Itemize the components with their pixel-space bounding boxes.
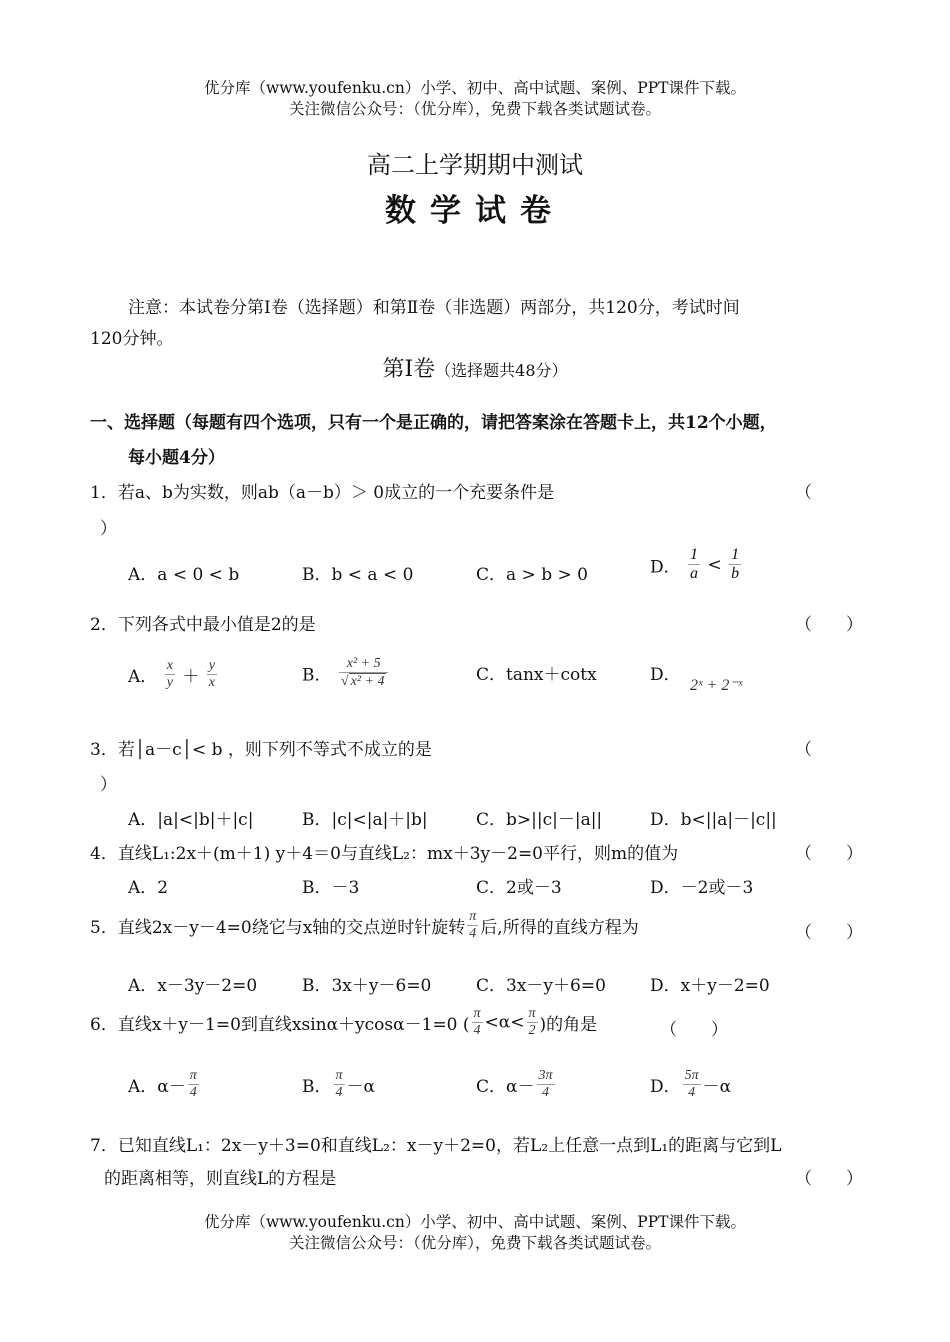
- q1-paren-open: （: [795, 483, 812, 503]
- q2-b-frac: [339, 656, 389, 690]
- q4-option-b: B．－3: [302, 878, 360, 898]
- header-line-2: 关注微信公众号：（优分库），免费下载各类试题试卷。: [288, 100, 661, 118]
- q2-a-frac-2: [207, 658, 217, 691]
- exam-subtitle: 数学试卷: [385, 193, 565, 229]
- q6-frac-1-den: 4: [473, 1023, 481, 1039]
- q6-option-b: [302, 1068, 375, 1101]
- q6-c-frac: [537, 1068, 555, 1101]
- section1-line-1: 一、选择题（每题有四个选项，只有一个是正确的，请把答案涂在答题卡上，共12个小题，: [90, 413, 777, 433]
- q1-d-frac-2: [729, 546, 741, 584]
- q1-option-c: C．a > b > 0: [476, 565, 588, 585]
- q6-option-a: [128, 1068, 201, 1101]
- q1-d-den-1: a: [690, 565, 699, 583]
- q2-a-num-2: y: [207, 658, 217, 675]
- q4-paren: （ ）: [795, 844, 863, 864]
- q6-d-post: －α: [702, 1077, 732, 1098]
- q6-d-label: D．: [650, 1077, 681, 1098]
- q1-paren-close: ）: [100, 519, 117, 539]
- q6-frac-2: [527, 1006, 538, 1039]
- q6-frac-2-num: π: [527, 1006, 538, 1023]
- q1-option-b: B．b < a < 0: [302, 565, 414, 585]
- q5-stem-post: 后,所得的直线方程为: [480, 918, 639, 939]
- q6-frac-1: [472, 1006, 483, 1039]
- q5-frac: [467, 909, 478, 942]
- q6-a-num: π: [188, 1068, 199, 1085]
- q1-option-a: A．a < 0 < b: [128, 565, 240, 585]
- q1-d-num-1: 1: [688, 546, 700, 565]
- q2-option-d-expr: 2ˣ + 2⁻ˣ: [690, 677, 743, 694]
- q2-b-label: B．: [302, 665, 332, 686]
- q2-option-b: [302, 656, 390, 690]
- q6-a-frac: [188, 1068, 199, 1101]
- q4-option-d: D．－2或－3: [650, 878, 754, 898]
- section1-line-2: 每小题4分）: [128, 448, 225, 468]
- q1-d-label: D．: [650, 557, 681, 578]
- notice-line-2: 120分钟。: [90, 329, 174, 349]
- notice-line-1: 注意：本试卷分第Ⅰ卷（选择题）和第Ⅱ卷（非选题）两部分，共120分，考试时间: [128, 298, 740, 318]
- q6-b-den: 4: [335, 1085, 343, 1101]
- q6-paren: （ ）: [660, 1020, 728, 1040]
- q2-option-c: C．tanx＋cotx: [476, 665, 597, 685]
- q6-d-num: 5π: [683, 1068, 701, 1085]
- q6-stem-pre: 6．直线x＋y－1=0到直线xsinα＋ycosα－1=0 (: [90, 1015, 470, 1036]
- q5-option-d: D．x＋y－2=0: [650, 976, 770, 996]
- part1-heading: [0, 352, 950, 383]
- q5-option-c: C．3x－y＋6=0: [476, 976, 606, 996]
- q3-paren-open: （: [795, 740, 812, 760]
- q5-option-b: B．3x＋y－6=0: [302, 976, 432, 996]
- q6-b-label: B．: [302, 1077, 332, 1098]
- q2-a-den-1: y: [166, 675, 173, 691]
- q3-option-b: B．|c|<|a|＋|b|: [302, 810, 428, 830]
- q1-d-frac-1: [688, 546, 700, 584]
- q4-stem: 4．直线L₁:2x＋(m＋1) y＋4＝0与直线L₂：mx＋3y－2=0平行，则m的值为: [90, 844, 679, 864]
- q2-b-den-wrap: √ x² + 4: [340, 674, 385, 690]
- q6-b-num: π: [334, 1068, 345, 1085]
- q7-paren: （ ）: [795, 1169, 863, 1189]
- q2-paren: （ ）: [795, 615, 863, 635]
- q4-option-c: C．2或－3: [476, 878, 562, 898]
- q2-a-num-1: x: [165, 658, 175, 675]
- q3-option-c: C．b>||c|－|a||: [476, 810, 603, 830]
- q2-a-label: A．: [128, 667, 158, 688]
- q5-stem: [90, 909, 639, 942]
- q3-option-d: D．b<||a|－|c||: [650, 810, 777, 830]
- q6-c-den: 4: [542, 1085, 549, 1101]
- q1-stem: 1．若a、b为实数，则ab（a－b）＞ 0成立的一个充要条件是: [90, 483, 555, 503]
- q6-a-label: A．α－: [128, 1077, 186, 1098]
- q2-b-num: x² + 5: [339, 656, 389, 673]
- q6-d-frac: [683, 1068, 701, 1101]
- exam-title: 高二上学期期中测试: [367, 151, 583, 179]
- q5-option-a: A．x－3y－2=0: [128, 976, 258, 996]
- part1-note: （选择题共48分）: [435, 361, 568, 380]
- q2-option-a: [128, 658, 219, 691]
- q5-stem-pre: 5．直线2x－y－4=0绕它与x轴的交点逆时针旋转: [90, 918, 466, 939]
- q6-c-num: 3π: [537, 1068, 555, 1085]
- q7-line-1: 7．已知直线L₁：2x－y＋3=0和直线L₂：x－y＋2=0，若L₂上任意一点到L₁的距离与它到L: [90, 1136, 782, 1156]
- q5-paren: （ ）: [795, 923, 863, 943]
- q2-a-frac-1: [165, 658, 175, 691]
- footer-line-1: 优分库（www.youfenku.cn）小学、初中、高中试题、案例、PPT课件下载。: [203, 1213, 747, 1231]
- footer-line-2: 关注微信公众号：（优分库），免费下载各类试题试卷。: [288, 1234, 661, 1252]
- q6-frac-2-den: 2: [528, 1023, 536, 1039]
- part1-title: 第Ⅰ卷: [382, 357, 436, 382]
- q3-paren-close: ）: [100, 775, 117, 795]
- q5-frac-den: 4: [469, 926, 477, 942]
- q6-b-post: －α: [346, 1077, 375, 1098]
- q6-c-label: C．α－: [476, 1077, 535, 1098]
- q6-mid: <α<: [484, 1012, 525, 1033]
- q3-option-a: A．|a|<|b|＋|c|: [128, 810, 254, 830]
- q2-a-den-2: x: [208, 675, 215, 691]
- q3-stem: 3．若│a－c│< b ，则下列不等式不成立的是: [90, 740, 432, 760]
- q6-stem-post: )的角是: [539, 1015, 598, 1036]
- q5-frac-num: π: [467, 909, 478, 926]
- q6-b-frac: [334, 1068, 345, 1101]
- q1-d-lt: <: [707, 554, 722, 575]
- q1-option-d: [650, 546, 743, 584]
- q6-stem: [90, 1006, 597, 1039]
- q6-frac-1-num: π: [472, 1006, 483, 1023]
- q2-option-d-label: D．: [650, 665, 681, 685]
- q6-a-den: 4: [189, 1085, 197, 1101]
- q4-option-a: A．2: [128, 878, 169, 898]
- q2-stem: 2．下列各式中最小值是2的是: [90, 615, 316, 635]
- q6-option-c: [476, 1068, 557, 1101]
- q6-option-d: [650, 1068, 731, 1101]
- q2-b-den: x² + 4: [350, 674, 385, 690]
- q6-d-den: 4: [688, 1085, 696, 1101]
- q1-d-den-2: b: [731, 565, 740, 583]
- header-line-1: 优分库（www.youfenku.cn）小学、初中、高中试题、案例、PPT课件下载。: [203, 79, 747, 97]
- q1-d-num-2: 1: [729, 546, 741, 565]
- q2-a-plus: ＋: [182, 667, 200, 688]
- q7-line-2: 的距离相等，则直线L的方程是: [104, 1169, 337, 1189]
